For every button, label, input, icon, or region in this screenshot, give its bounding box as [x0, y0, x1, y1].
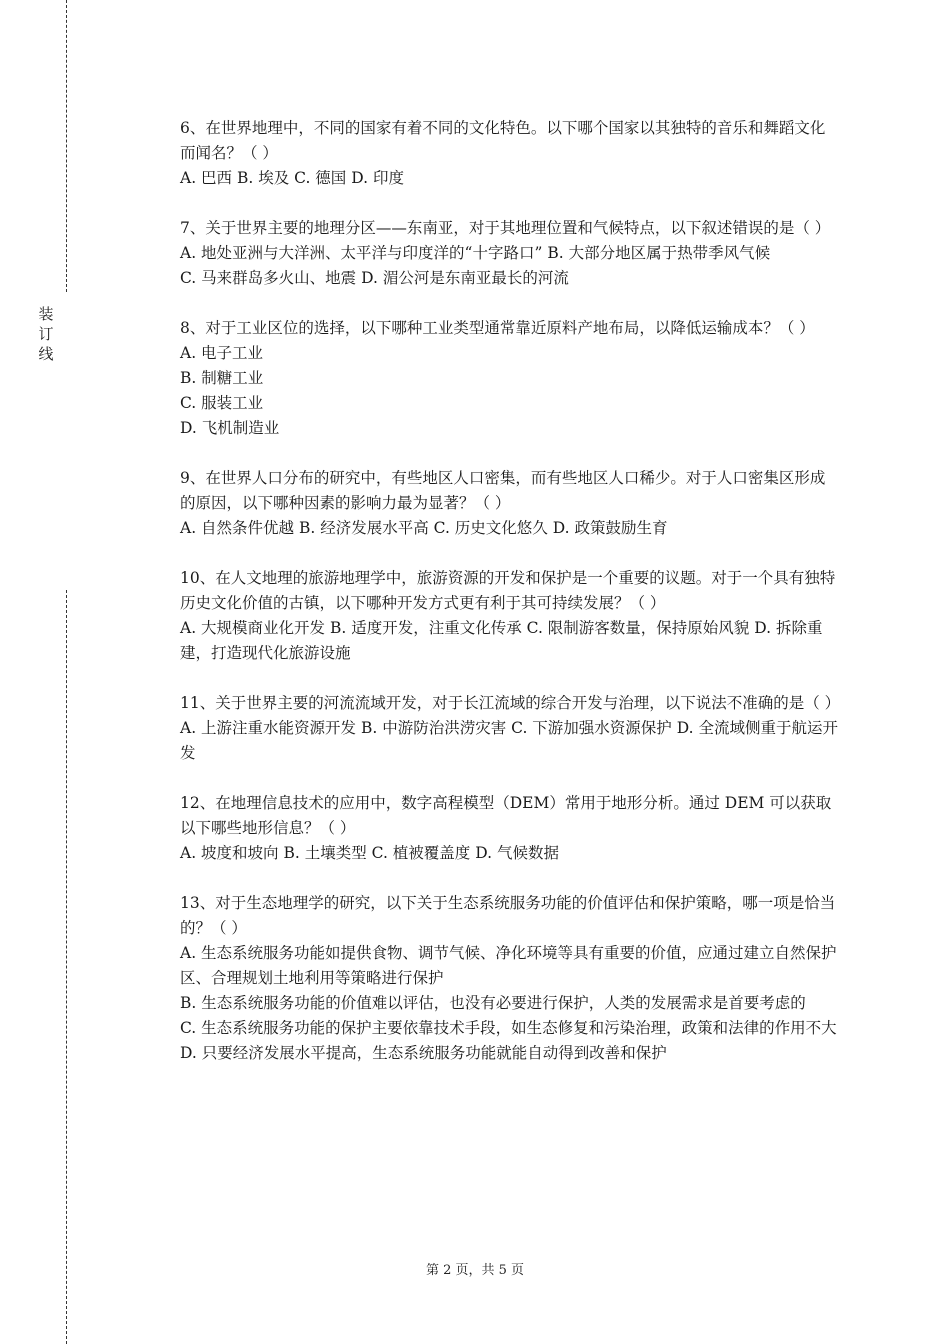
question-stem: 8、对于工业区位的选择，以下哪种工业类型通常靠近原料产地布局，以降低运输成本？（ ） — [180, 319, 815, 337]
option-a: A. 电子工业 — [180, 344, 264, 362]
question-stem: 10、在人文地理的旅游地理学中，旅游资源的开发和保护是一个重要的议题。对于一个具有独特历史文化价值的古镇，以下哪种开发方式更有利于其可持续发展？（ ） — [180, 569, 836, 612]
question-7 — [180, 216, 840, 291]
binding-line-top — [66, 0, 67, 292]
question-11 — [180, 691, 840, 766]
binding-char: 线 — [38, 345, 54, 363]
option-d: D. 飞机制造业 — [180, 419, 280, 437]
question-6 — [180, 116, 840, 191]
question-10 — [180, 566, 840, 666]
question-options: A. 巴西 B. 埃及 C. 德国 D. 印度 — [180, 169, 404, 187]
option-b: B. 生态系统服务功能的价值难以评估，也没有必要进行保护，人类的发展需求是首要考虑的 — [180, 994, 806, 1012]
question-options: A. 自然条件优越 B. 经济发展水平高 C. 历史文化悠久 D. 政策鼓励生育 — [180, 519, 668, 537]
question-stem: 11、关于世界主要的河流流域开发，对于长江流域的综合开发与治理，以下说法不准确的是（ ） — [180, 694, 841, 712]
option-d: D. 只要经济发展水平提高，生态系统服务功能就能自动得到改善和保护 — [180, 1044, 667, 1062]
question-stem: 9、在世界人口分布的研究中，有些地区人口密集，而有些地区人口稀少。对于人口密集区形成的原因，以下哪种因素的影响力最为显著？（ ） — [180, 469, 826, 512]
question-stem: 12、在地理信息技术的应用中，数字高程模型（DEM）常用于地形分析。通过 DEM 可以获取以下哪些地形信息？（ ） — [180, 794, 832, 837]
binding-char: 订 — [38, 325, 54, 343]
question-options: A. 坡度和坡向 B. 土壤类型 C. 植被覆盖度 D. 气候数据 — [180, 844, 559, 862]
binding-line-bottom — [66, 590, 67, 1344]
question-9 — [180, 466, 840, 541]
binding-char: 装 — [38, 305, 54, 323]
question-stem: 7、关于世界主要的地理分区——东南亚，对于其地理位置和气候特点，以下叙述错误的是（ ） — [180, 219, 831, 237]
option-b: B. 制糖工业 — [180, 369, 264, 387]
question-8 — [180, 316, 840, 441]
question-stem: 6、在世界地理中，不同的国家有着不同的文化特色。以下哪个国家以其独特的音乐和舞蹈文化而闻名？（ ） — [180, 119, 826, 162]
option-a: A. 生态系统服务功能如提供食物、调节气候、净化环境等具有重要的价值，应通过建立自然保护区、合理规划土地利用等策略进行保护 — [180, 944, 837, 987]
question-stem: 13、对于生态地理学的研究，以下关于生态系统服务功能的价值评估和保护策略，哪一项是恰当的？（ ） — [180, 894, 836, 937]
question-options: A. 大规模商业化开发 B. 适度开发，注重文化传承 C. 限制游客数量，保持原始风貌 D. 拆除重建，打造现代化旅游设施 — [180, 619, 823, 662]
question-12 — [180, 791, 840, 866]
question-13 — [180, 891, 840, 1066]
question-options: A. 上游注重水能资源开发 B. 中游防治洪涝灾害 C. 下游加强水资源保护 D. 全流域侧重于航运开发 — [180, 719, 838, 762]
page-number: 第 2 页，共 5 页 — [425, 1263, 525, 1278]
option-c: C. 服装工业 — [180, 394, 264, 412]
question-options: A. 地处亚洲与大洋洲、太平洋与印度洋的“十字路口” B. 大部分地区属于热带季风气候 — [180, 244, 771, 262]
question-list — [180, 116, 840, 1091]
option-c: C. 生态系统服务功能的保护主要依靠技术手段，如生态修复和污染治理，政策和法律的作用不大 — [180, 1019, 837, 1037]
binding-label — [36, 304, 56, 364]
question-options: C. 马来群岛多火山、地震 D. 湄公河是东南亚最长的河流 — [180, 269, 569, 287]
